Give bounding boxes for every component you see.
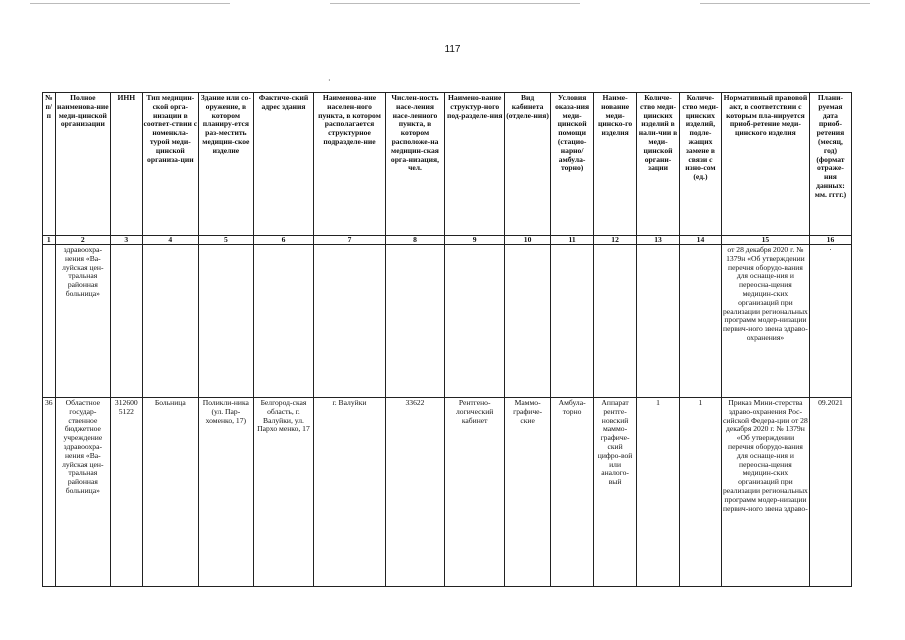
purchase-date-cell: · xyxy=(809,245,851,398)
organization-type-cell xyxy=(142,245,199,398)
top-scan-line xyxy=(30,3,230,4)
column-number: 8 xyxy=(385,236,445,245)
column-number: 4 xyxy=(142,236,199,245)
cabinet-type-cell: Маммо-графиче-ские xyxy=(505,398,551,587)
column-number: 11 xyxy=(551,236,594,245)
header-cell: Количе-ство меди-цинских изделий в нали-чии в меди-цинской органи-зации xyxy=(637,93,680,236)
header-cell: Плани-руемая дата приоб-ретения (месяц, год) (формат отраже-ния данных: мм. гггг.) xyxy=(809,93,851,236)
address-cell xyxy=(253,245,314,398)
column-number: 5 xyxy=(199,236,253,245)
inn-cell xyxy=(111,245,142,398)
top-scan-line xyxy=(330,3,580,4)
population-cell xyxy=(385,245,445,398)
column-number: 6 xyxy=(253,236,314,245)
population-cell: 33622 xyxy=(385,398,445,587)
header-cell: Условия оказа-ния меди-цинской помощи (стацио-нарно/ амбула-торно) xyxy=(551,93,594,236)
header-row xyxy=(43,93,852,236)
device-name-cell: Аппарат рентге-новский маммо-графиче-ский цифро-вой или аналого-вый xyxy=(594,398,637,587)
subdivision-cell: Рентгено-логический кабинет xyxy=(445,398,505,587)
address-cell: Белгород-ская область, г. Валуйки, ул. Пархо менко, 17 xyxy=(253,398,314,587)
table-row xyxy=(43,398,852,587)
top-scan-line xyxy=(700,3,870,4)
devices-available-cell xyxy=(637,245,680,398)
devices-to-replace-cell xyxy=(680,245,722,398)
equipment-table xyxy=(42,92,852,587)
organization-type-cell: Больница xyxy=(142,398,199,587)
header-cell: Нормативный правовой акт, в соответствии с которым пла-нируется приоб-ретение меди-цинского изделия xyxy=(721,93,809,236)
header-cell: ИНН xyxy=(111,93,142,236)
care-conditions-cell: Амбула-торно xyxy=(551,398,594,587)
header-cell: Наимено-вание структур-ного под-разделе-ния xyxy=(445,93,505,236)
column-number: 12 xyxy=(594,236,637,245)
header-cell: Тип медицин-ской орга-низации в соответ-ствии с номенкла-турой меди-цинской организа-ции xyxy=(142,93,199,236)
column-number: 15 xyxy=(721,236,809,245)
device-name-cell xyxy=(594,245,637,398)
column-number: 2 xyxy=(55,236,111,245)
column-number: 13 xyxy=(637,236,680,245)
column-number: 9 xyxy=(445,236,505,245)
header-cell: Полное наименова-ние меди-цинской организации xyxy=(55,93,111,236)
devices-available-cell: 1 xyxy=(637,398,680,587)
header-cell: Наименова-ние населен-ного пункта, в котором располагается структурное подразделе-ние xyxy=(314,93,385,236)
legal-act-cell: Приказ Мини-стерства здраво-охранения Рос-сийской Федера-ции от 28 декабря 2020 г. № 1379н «Об утверждении перечня оборудо-вания для оснаще-ния и переосна-щения медицин-ских организаций при реализации региональных программ модер-низации первич-ного звена здраво- xyxy=(721,398,809,587)
cabinet-type-cell xyxy=(505,245,551,398)
inn-cell: 312600 5122 xyxy=(111,398,142,587)
column-number: 3 xyxy=(111,236,142,245)
row-number-cell: 36 xyxy=(43,398,56,587)
header-cell: Фактиче-ский адрес здания xyxy=(253,93,314,236)
care-conditions-cell xyxy=(551,245,594,398)
column-number-row xyxy=(43,236,852,245)
purchase-date-cell: 09.2021 xyxy=(809,398,851,587)
column-number: 10 xyxy=(505,236,551,245)
header-cell: Здание или со-оружение, в котором планиру-ется раз-местить медицин-ское изделие xyxy=(199,93,253,236)
scan-dot: · xyxy=(328,76,331,85)
legal-act-cell: от 28 декабря 2020 г. № 1379н «Об утверждении перечня оборудо-вания для оснаще-ния и переосна-щения медицин-ских организаций при реализации региональных программ модер-низации первич-ного звена здраво-охранения» xyxy=(721,245,809,398)
settlement-cell xyxy=(314,245,385,398)
building-cell xyxy=(199,245,253,398)
column-number: 16 xyxy=(809,236,851,245)
header-cell: № п/п xyxy=(43,93,56,236)
header-cell: Наиме-нование меди-цинско-го изделия xyxy=(594,93,637,236)
page-number: 117 xyxy=(444,44,461,55)
column-number: 1 xyxy=(43,236,56,245)
column-number: 14 xyxy=(680,236,722,245)
row-number-cell xyxy=(43,245,56,398)
header-cell: Количе-ство меди-цинских изделий, подле-жащих замене в связи с изно-сом (ед.) xyxy=(680,93,722,236)
header-cell: Числен-ность насе-ления насе-ленного пункта, в котором расположе-на медицин-ская орга-низация, чел. xyxy=(385,93,445,236)
header-cell: Вид кабинета (отделе-ния) xyxy=(505,93,551,236)
column-number: 7 xyxy=(314,236,385,245)
building-cell: Поликли-ника (ул. Пар-хоменко, 17) xyxy=(199,398,253,587)
organization-name-cell: Областное государ-ственное бюджетное учреждение здравоохра-нения «Ва-луйская цен-тральная районная больница» xyxy=(55,398,111,587)
settlement-cell: г. Валуйки xyxy=(314,398,385,587)
subdivision-cell xyxy=(445,245,505,398)
table-row xyxy=(43,245,852,398)
devices-to-replace-cell: 1 xyxy=(680,398,722,587)
organization-name-cell: здравоохра-нения «Ва-луйская цен-тральная районная больница» xyxy=(55,245,111,398)
